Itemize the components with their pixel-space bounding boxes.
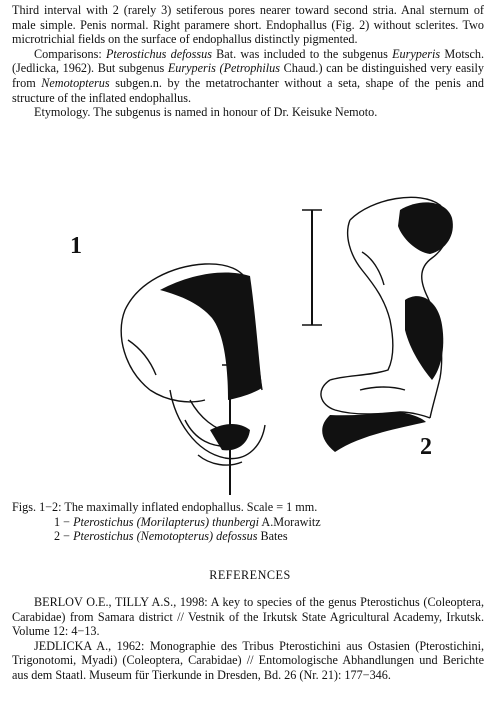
author-name: A.Morawitz (259, 514, 321, 529)
description-paragraph: Third interval with 2 (rarely 3) setiferous pores nearer toward second stria. Anal sternum of male simple. Penis normal. Right paramere short. Endophallus (Fig. 2) without sclerites. Two microtrichial fields on the surface of endophallus distinctly pigmented. (12, 3, 484, 47)
pigmented-field (322, 412, 426, 452)
endophallus-drawings (0, 190, 500, 495)
body-text (12, 3, 484, 120)
etymology-paragraph: Etymology. The subgenus is named in honour of Dr. Keisuke Nemoto. (34, 105, 378, 120)
genus-name: Nemotopterus (41, 75, 110, 90)
references-heading: REFERENCES (209, 568, 291, 582)
figure-label-1: 1 (70, 233, 82, 259)
references-list (12, 595, 484, 683)
author-name: Bates (257, 529, 288, 544)
text-run: Motsch. (Jedlicka, 1962). But subgenus (12, 46, 485, 76)
caption-item-2 (12, 529, 484, 544)
caption-main: Figs. 1−2: The maximally inflated endophallus. Scale = 1 mm. (12, 500, 318, 514)
pigmented-field (210, 424, 250, 450)
comparisons-label: Comparisons: (34, 46, 102, 61)
caption-number: 1 − (54, 514, 74, 529)
reference-entry: JEDLICKA A., 1962: Monographie des Tribus Pterostichini aus Ostasien (Pterostichini, Trigonotomi, Myadi) (Coleoptera, Carabidae) // Entomologische Abhandlungen und Berichte aus dem Staatl. Museum für Tierkunde in Dresden, Bd. 26 (Nr. 21): 177−346. (12, 638, 484, 682)
figure-caption (12, 500, 484, 544)
species-name: Pterostichus defossus (105, 46, 212, 61)
reference-entry: BERLOV O.E., TILLY A.S., 1998: A key to species of the genus Pterostichus (Coleoptera, Carabidae) from Samara district // Vestnik of the Irkutsk State Agricultural Academy, Irkutsk. Volume 12: 4−13. (12, 595, 484, 639)
genus-name: Euryperis (392, 46, 441, 61)
species-name: Pterostichus (Nemotopterus) defossus (73, 529, 258, 544)
caption-item-1 (12, 515, 484, 530)
caption-number: 2 − (54, 529, 74, 544)
pigmented-field (160, 272, 262, 400)
pigmented-field (405, 296, 443, 380)
comparisons-paragraph (12, 47, 484, 105)
genus-name: Euryperis (Petrophilus (167, 61, 280, 76)
species-name: Pterostichus (Morilapterus) thunbergi (73, 514, 260, 529)
figure (0, 190, 500, 495)
text-run: subgen.n. by the metatrochanter without a seta, shape of the penis and structure of the inflated endophallus. (12, 75, 484, 105)
figure-label-2: 2 (420, 434, 432, 460)
text-run: Bat. was included to the subgenus (211, 46, 393, 61)
text-run: Chaud.) can be distinguished very easily from (12, 61, 484, 90)
pigmented-field (398, 202, 453, 254)
